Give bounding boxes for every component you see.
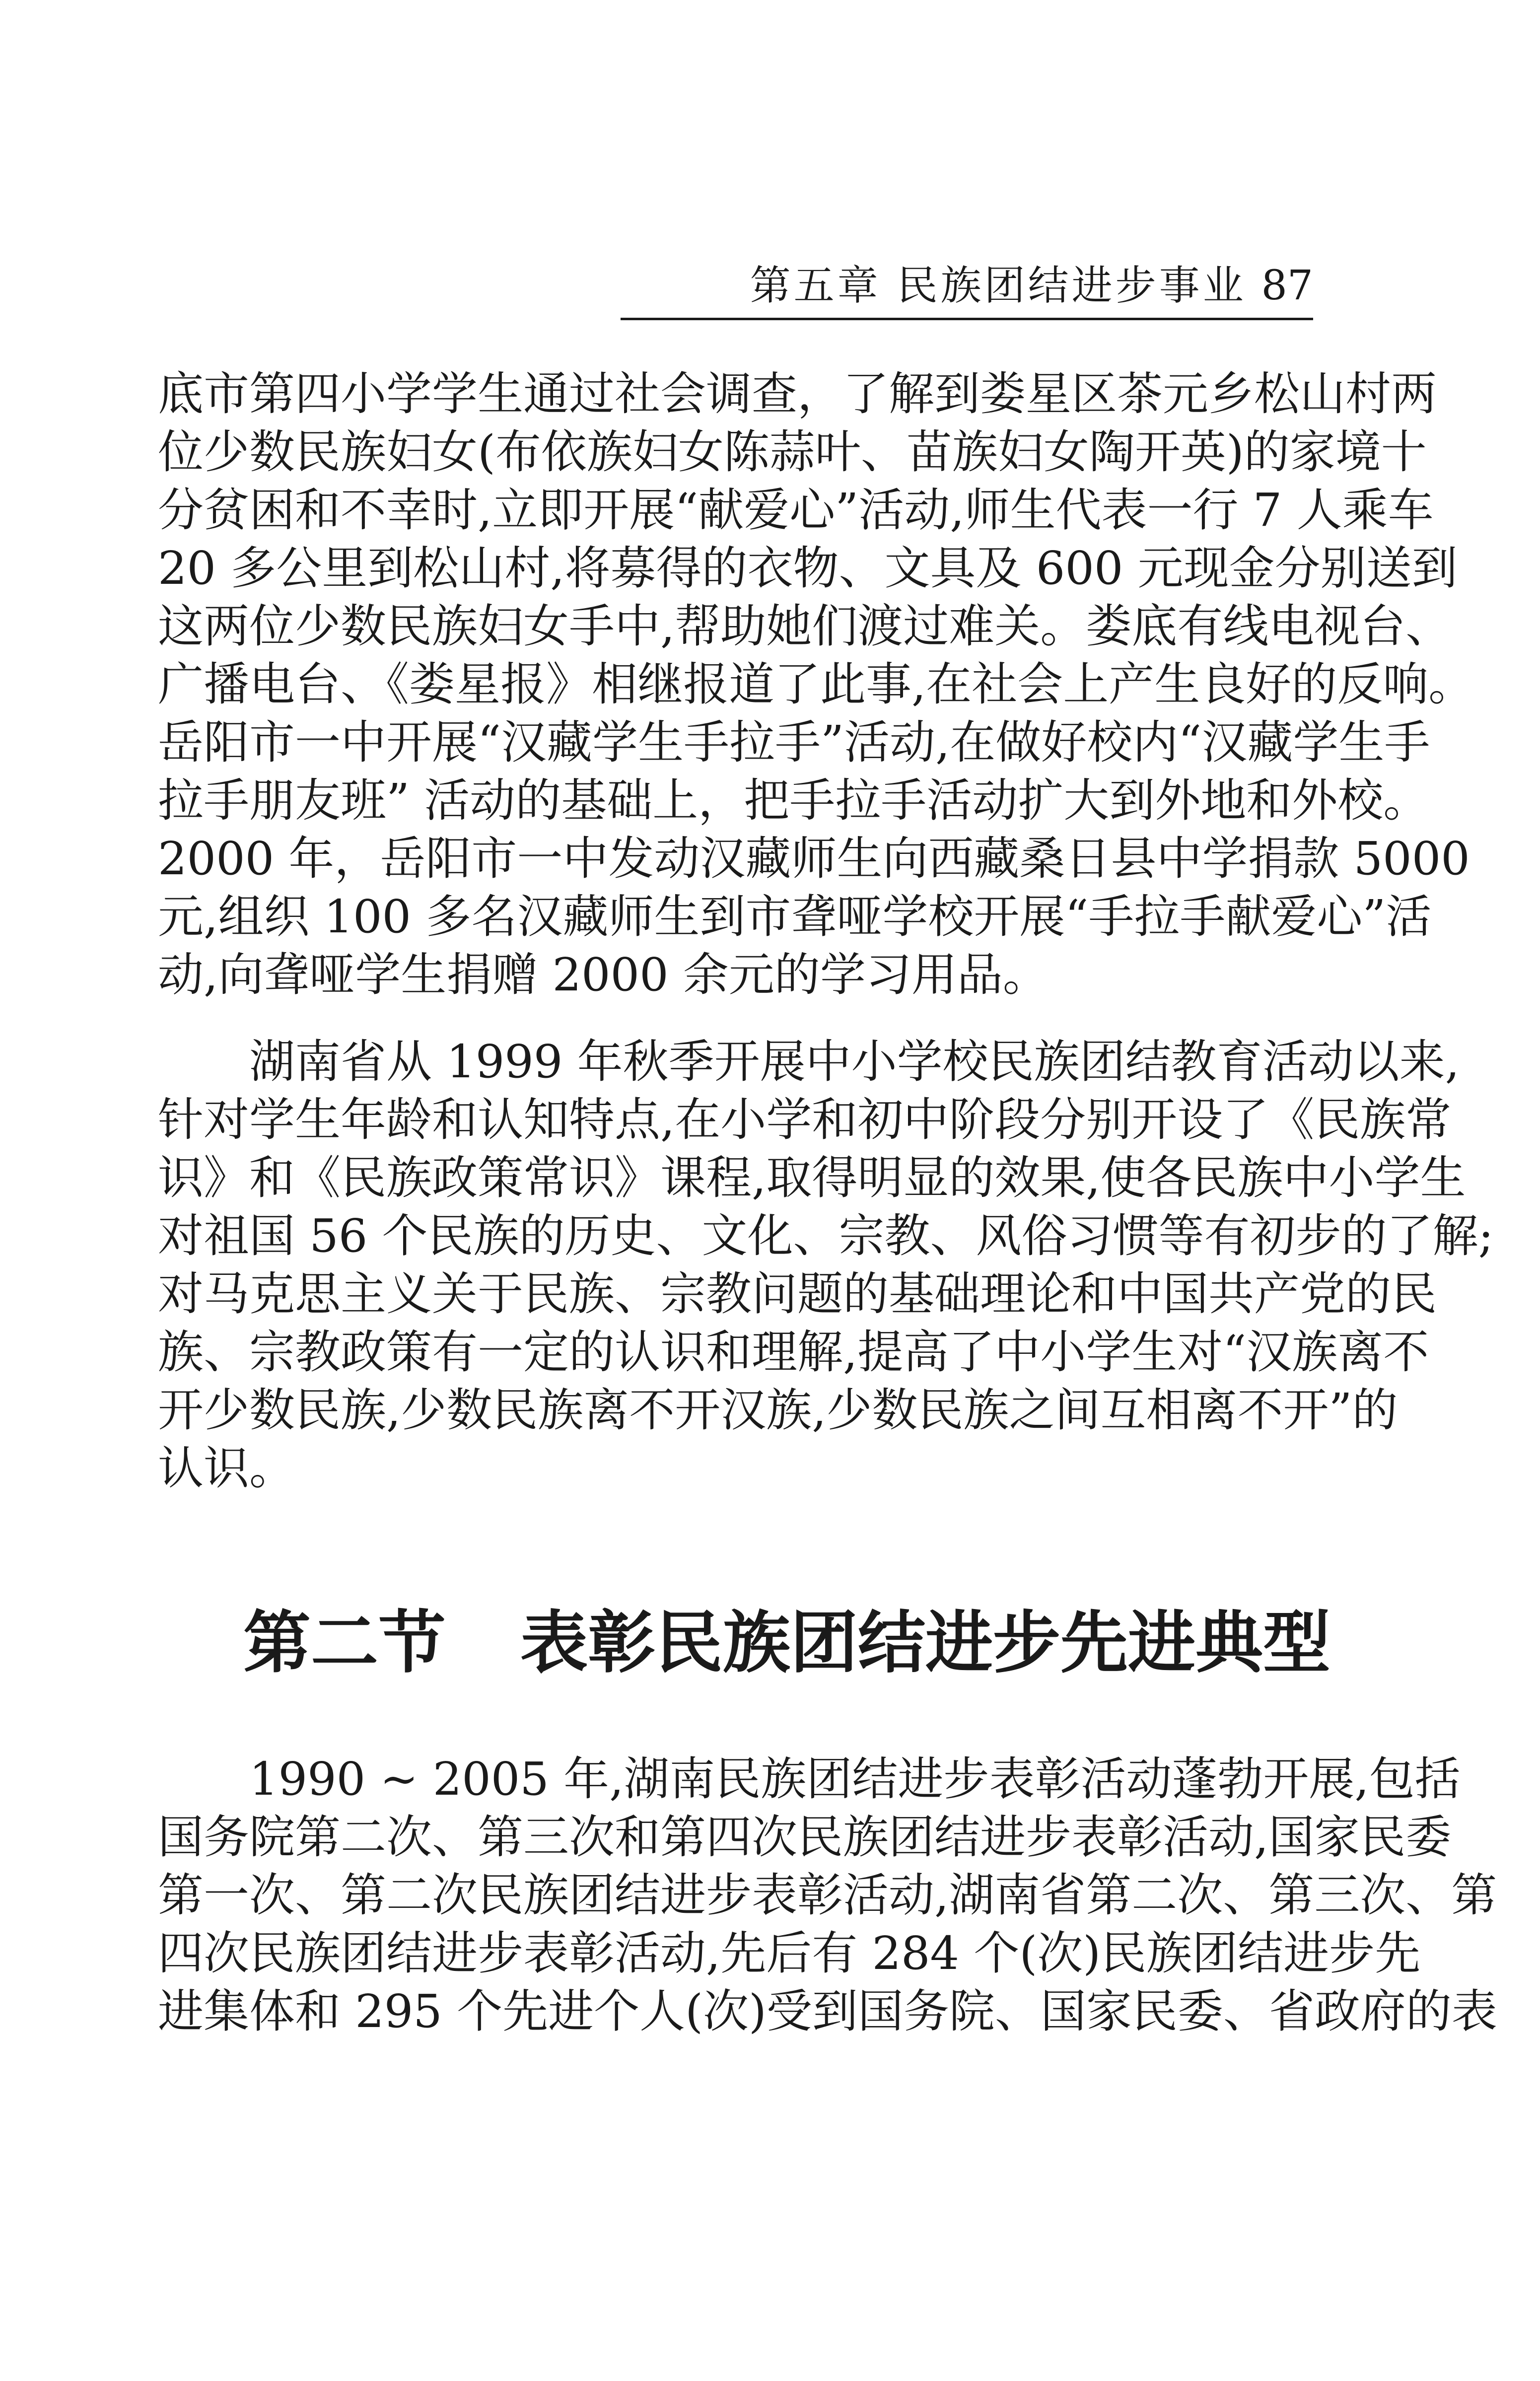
text-line: 分贫困和不幸时,立即开展“献爱心”活动,师生代表一行 7 人乘车 — [158, 484, 1434, 537]
text-line: 对马克思主义关于民族、宗教问题的基础理论和中国共产党的民 — [158, 1267, 1437, 1321]
text-line: 岳阳市一中开展“汉藏学生手拉手”活动,在做好校内“汉藏学生手 — [158, 716, 1430, 769]
paragraph-continued — [158, 365, 1474, 1004]
text-line: 这两位少数民族妇女手中,帮助她们渡过难关。娄底有线电视台、 — [158, 600, 1452, 653]
text-line: 广播电台、《娄星报》相继报道了此事,在社会上产生良好的反响。 — [158, 658, 1474, 711]
text-line: 对祖国 56 个民族的历史、文化、宗教、风俗习惯等有初步的了解; — [158, 1209, 1494, 1262]
text-line: 认识。 — [158, 1442, 295, 1495]
paragraph-education — [158, 1033, 1494, 1497]
text-line: 第一次、第二次民族团结进步表彰活动,湖南省第二次、第三次、第 — [158, 1869, 1497, 1922]
section-number: 第二节 — [243, 1604, 446, 1682]
text-line: 族、宗教政策有一定的认识和理解,提高了中小学生对“汉族离不 — [158, 1326, 1429, 1379]
paragraph-awards — [158, 1750, 1497, 2040]
text-line: 20 多公里到松山村,将募得的衣物、文具及 600 元现金分别送到 — [158, 542, 1458, 595]
text-line: 湖南省从 1999 年秋季开展中小学校民族团结教育活动以来, — [249, 1035, 1460, 1088]
text-line: 位少数民族妇女(布依族妇女陈蒜叶、苗族妇女陶开英)的家境十 — [158, 425, 1427, 479]
text-line: 进集体和 295 个先进个人(次)受到国务院、国家民委、省政府的表 — [158, 1985, 1497, 2038]
text-line: 国务院第二次、第三次和第四次民族团结进步表彰活动,国家民委 — [158, 1811, 1452, 1864]
text-line: 元,组织 100 多名汉藏师生到市聋哑学校开展“手拉手献爱心”活 — [158, 890, 1432, 943]
text-line: 四次民族团结进步表彰活动,先后有 284 个(次)民族团结进步先 — [158, 1927, 1421, 1980]
text-line: 开少数民族,少数民族离不开汉族,少数民族之间互相离不开”的 — [158, 1384, 1398, 1437]
section-heading — [243, 1604, 1335, 1683]
text-line: 针对学生年龄和认知特点,在小学和初中阶段分别开设了《民族常 — [158, 1093, 1452, 1146]
chapter-title: 第五章 民族团结进步事业 — [750, 262, 1247, 309]
text-line: 拉手朋友班” 活动的基础上，把手拉手活动扩大到外地和外校。 — [158, 774, 1429, 827]
text-line: 底市第四小学学生通过社会调查，了解到娄星区茶元乡松山村两 — [158, 367, 1437, 420]
text-line: 动,向聋哑学生捐赠 2000 余元的学习用品。 — [158, 948, 1049, 1001]
text-line: 2000 年，岳阳市一中发动汉藏师生向西藏桑日县中学捐款 5000 — [158, 832, 1470, 885]
page-number: 87 — [1261, 262, 1313, 309]
text-line: 识》和《民族政策常识》课程,取得明显的效果,使各民族中小学生 — [158, 1151, 1466, 1204]
running-header — [621, 258, 1313, 320]
text-line: 1990 ~ 2005 年,湖南民族团结进步表彰活动蓬勃开展,包括 — [249, 1752, 1461, 1806]
section-title: 表彰民族团结进步先进典型 — [520, 1604, 1330, 1682]
